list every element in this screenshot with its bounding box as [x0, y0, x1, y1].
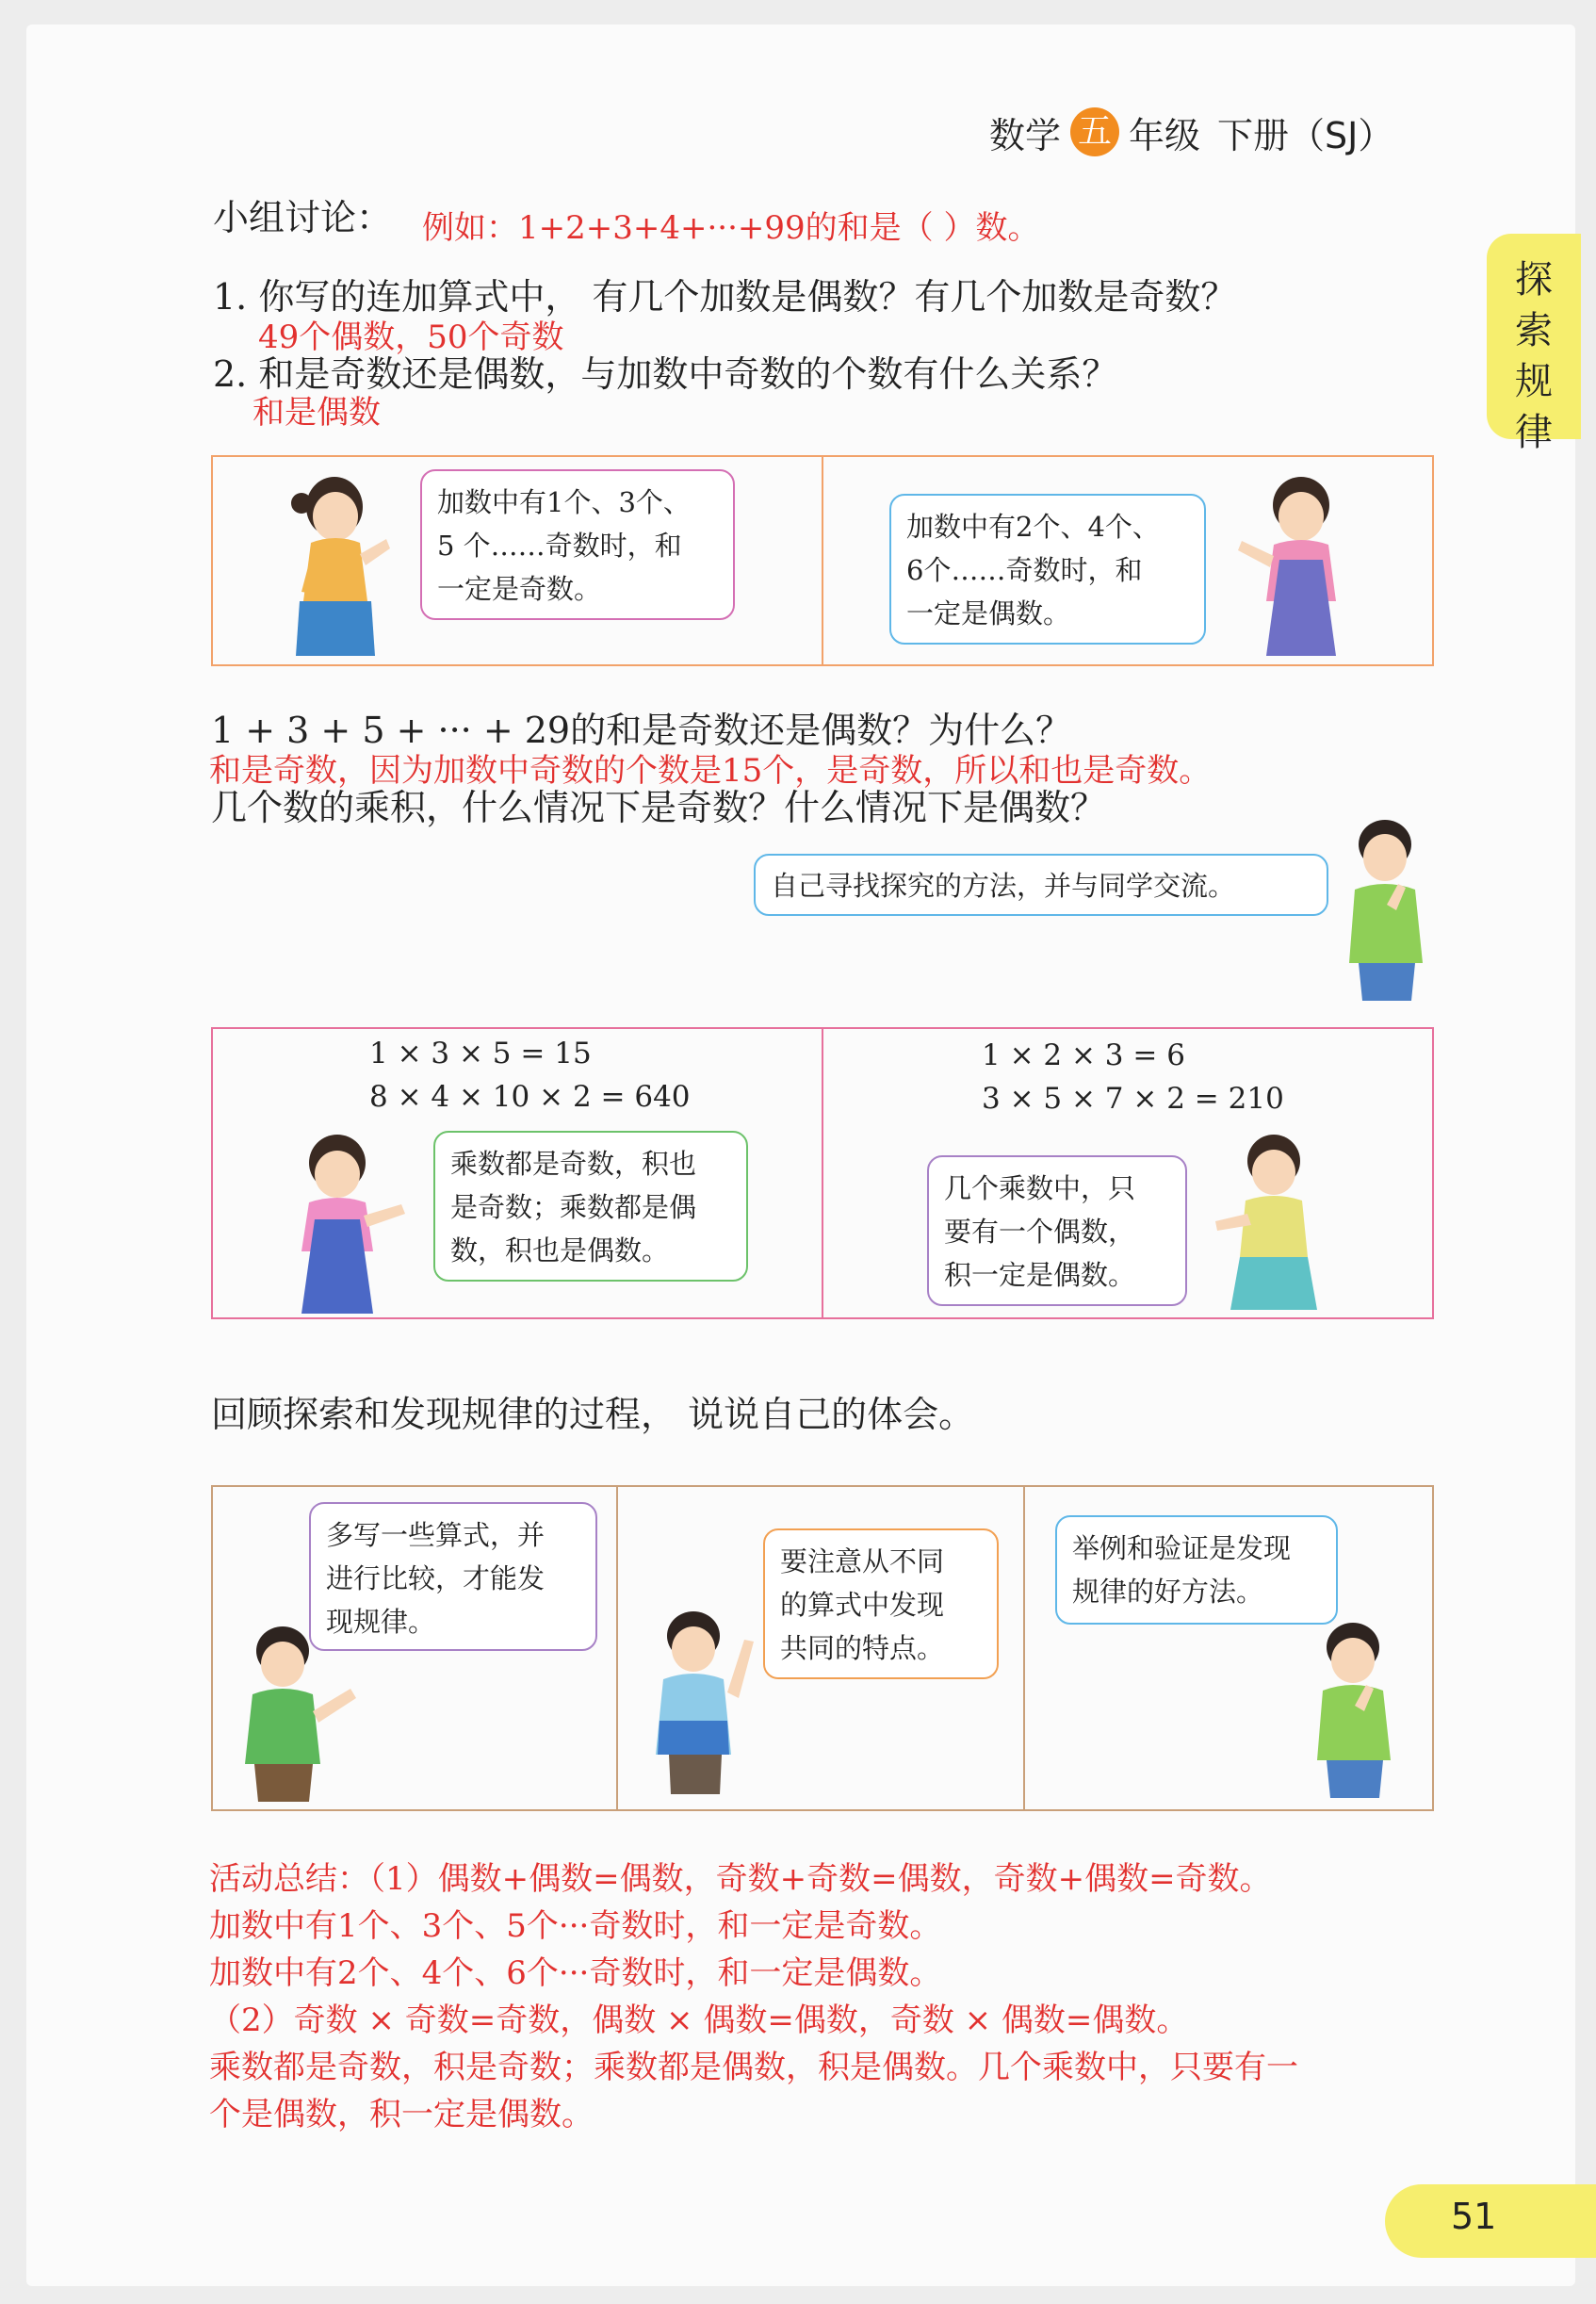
girl-pigtails-illustration [283, 469, 405, 658]
answer-1: 49个偶数，50个奇数 [258, 319, 564, 356]
odd-sum-question: 1 + 3 + 5 + ··· + 29的和是奇数还是偶数？为什么？ [211, 710, 1072, 751]
grade-suffix: 年级 [1129, 114, 1201, 156]
equation-mixed-product: 1 × 2 × 3 = 6 [982, 1038, 1185, 1072]
question-1: 1. 你写的连加算式中， 有几个加数是偶数？有几个加数是奇数？ [213, 276, 1237, 318]
chapter-tab-label: 探索规律 [1515, 258, 1553, 454]
bubble-line: 6个……奇数时，和 [906, 554, 1143, 586]
discussion-label: 小组讨论： [213, 197, 393, 238]
summary-line-3: 加数中有2个、4个、6个···奇数时，和一定是偶数。 [209, 1954, 942, 1992]
hint-bubble: 自己寻找探究的方法，并与同学交流。 [754, 854, 1328, 916]
summary-line-6: 个是偶数，积一定是偶数。 [209, 2096, 594, 2133]
summary-line-5: 乘数都是奇数，积是奇数；乘数都是偶数，积是偶数。几个乘数中，只要有一 [209, 2049, 1298, 2086]
answer-2: 和是偶数 [252, 394, 381, 432]
odd-count-bubble [420, 469, 735, 620]
bubble-line: 一定是偶数。 [906, 597, 1071, 629]
subject-label: 数学 [989, 114, 1062, 156]
page-number: 51 [1451, 2196, 1497, 2237]
one-even-bubble [927, 1155, 1187, 1306]
equation-odd-product: 1 × 3 × 5 = 15 [369, 1037, 592, 1070]
different-equations-bubble [763, 1528, 999, 1679]
example-answer: 例如：1+2+3+4+···+99的和是（ ）数。 [422, 209, 1040, 247]
bubble-line: 共同的特点。 [780, 1632, 945, 1664]
bubble-line: 5 个……奇数时，和 [437, 530, 682, 562]
bubble-line: 一定是奇数。 [437, 573, 602, 605]
bubble-line: 要有一个偶数， [944, 1216, 1136, 1248]
question-2: 2. 和是奇数还是偶数，与加数中奇数的个数有什么关系？ [213, 353, 1118, 395]
grade-badge: 五 [1070, 107, 1119, 156]
page-header [989, 104, 1432, 160]
bubble-line: 是奇数；乘数都是偶 [450, 1191, 697, 1223]
bubble-line: 要注意从不同 [780, 1545, 945, 1577]
bubble-line: 加数中有1个、3个、 [437, 486, 691, 518]
odd-sum-answer: 和是奇数，因为加数中奇数的个数是15个，是奇数，所以和也是奇数。 [209, 752, 1212, 790]
chapter-tab [1487, 234, 1581, 454]
bubble-line: 规律的好方法。 [1072, 1576, 1264, 1608]
equation-even-product: 8 × 4 × 10 × 2 = 640 [369, 1080, 691, 1114]
volume-label: 下册（SJ） [1217, 114, 1394, 156]
panel-divider [616, 1487, 618, 1809]
boy-pointing-illustration [641, 1608, 773, 1796]
bubble-line: 多写一些算式，并 [326, 1519, 546, 1551]
girl-yellow-shirt-illustration [1206, 1127, 1328, 1312]
review-prompt: 回顾探索和发现规律的过程， 说说自己的体会。 [211, 1394, 975, 1435]
summary-line-4: （2）奇数 × 奇数=奇数，偶数 × 偶数=偶数，奇数 × 偶数=偶数。 [209, 2002, 1189, 2039]
bubble-line: 现规律。 [326, 1606, 436, 1638]
bubble-line: 进行比较，才能发 [326, 1562, 546, 1594]
boy-green-shirt-illustration [226, 1623, 367, 1802]
product-question: 几个数的乘积，什么情况下是奇数？什么情况下是偶数？ [211, 787, 1107, 828]
bubble-line: 举例和验证是发现 [1072, 1532, 1292, 1564]
girl-apron-illustration [1230, 469, 1372, 658]
bubble-line: 加数中有2个、4个、 [906, 511, 1160, 543]
summary-line-1: 活动总结：（1）偶数+偶数=偶数，奇数+奇数=偶数，奇数+偶数=奇数。 [209, 1860, 1272, 1898]
bubble-line: 乘数都是奇数，积也 [450, 1148, 697, 1180]
even-count-bubble [889, 494, 1206, 645]
panel-divider [1023, 1487, 1025, 1809]
same-parity-bubble [433, 1131, 748, 1282]
boy-thinking-illustration-2 [1304, 1619, 1408, 1798]
bubble-line: 积一定是偶数。 [944, 1259, 1136, 1291]
summary-line-2: 加数中有1个、3个、5个···奇数时，和一定是奇数。 [209, 1907, 942, 1945]
bubble-line: 几个乘数中，只 [944, 1172, 1136, 1204]
girl-pink-shirt-illustration [279, 1129, 420, 1314]
bubble-line: 的算式中发现 [780, 1589, 945, 1621]
panel-divider [822, 457, 823, 664]
verify-bubble [1055, 1515, 1338, 1625]
bubble-line: 数，积也是偶数。 [450, 1234, 670, 1266]
boy-thinking-illustration [1336, 816, 1440, 1001]
equation-mixed-product-2: 3 × 5 × 7 × 2 = 210 [982, 1082, 1284, 1116]
panel-divider [822, 1029, 823, 1317]
